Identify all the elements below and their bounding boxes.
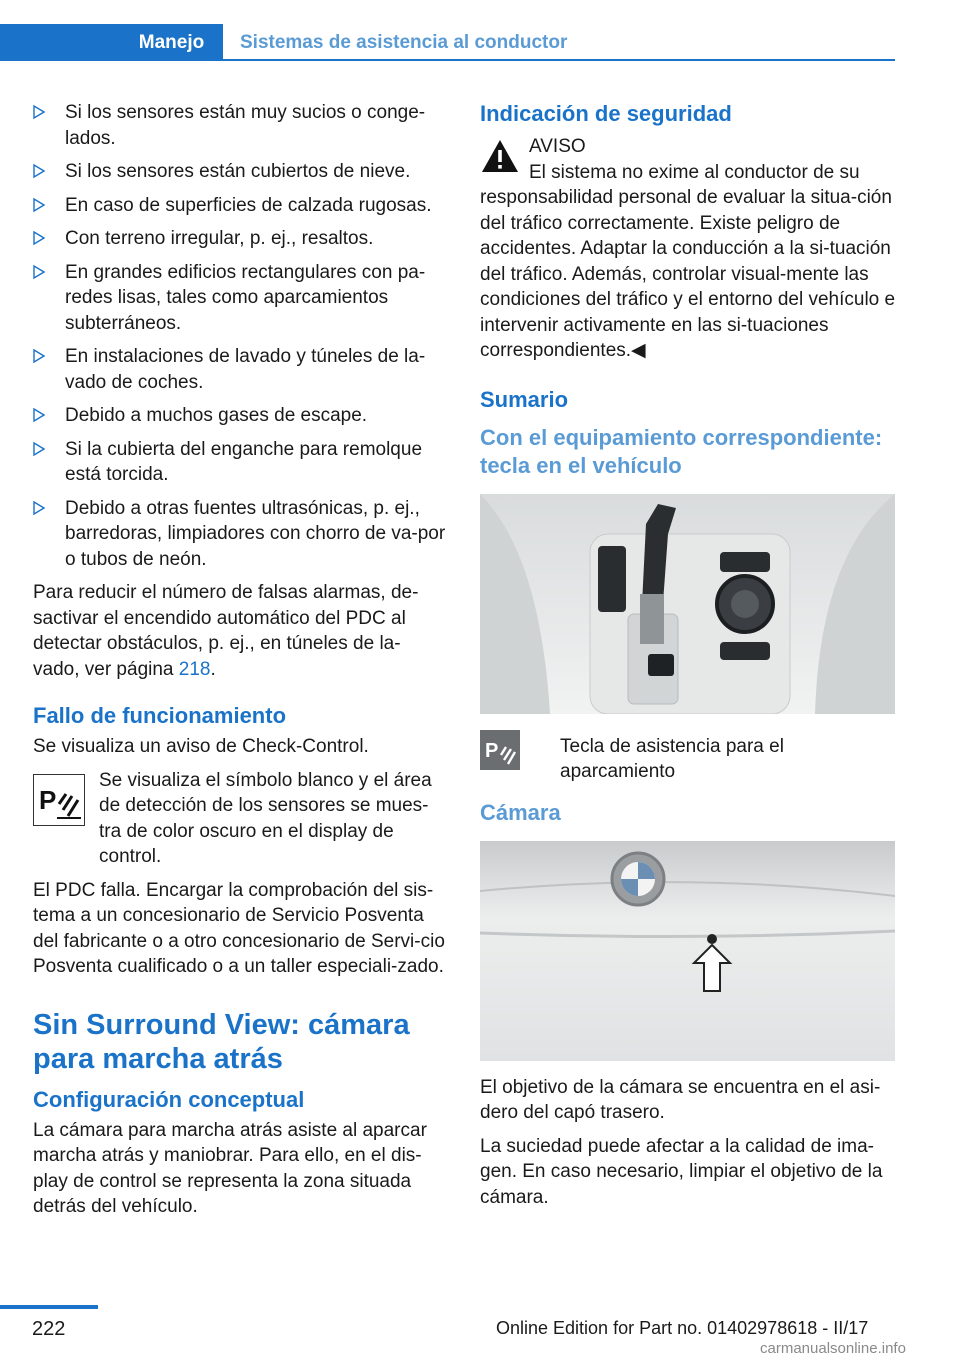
list-item: En caso de superficies de calzada rugosas. (33, 193, 447, 219)
dirt-warning-text: La suciedad puede afectar a la calidad de ima‐gen. En caso necesario, limpiar el objetivo de la cámara. (480, 1135, 883, 1208)
lens-location-text: El objetivo de la cámara se encuentra en el asi‐dero del capó trasero. (480, 1076, 881, 1123)
svg-text:P: P (485, 739, 499, 762)
header-section-tab: Manejo (120, 24, 223, 61)
list-item: Si los sensores están muy sucios o conge‐lados. (33, 100, 447, 151)
bullet-triangle-icon (33, 162, 45, 180)
parking-assist-block (480, 728, 896, 785)
list-item: Debido a otras fuentes ultrasónicas, p. ej., barredoras, limpiadores con chorro de va‐por o tubos de neón. (33, 496, 447, 573)
warning-triangle-icon (480, 138, 520, 174)
center-console-photo (480, 494, 895, 714)
camera-heading: Cámara (480, 799, 561, 825)
rear-camera-photo (480, 841, 895, 1061)
bullet-triangle-icon (33, 229, 45, 247)
malfunction-text: El PDC falla. Encargar la comprobación del sis‐tema a un concesionario de Servicio Posventa del fabricante o a otro concesionario de Servi‐cio Posventa cualificado o a un taller especiali‐zado. (33, 879, 445, 977)
warning-block (480, 134, 896, 364)
bullet-triangle-icon (33, 440, 45, 458)
list-item: Si los sensores están cubiertos de nieve. (33, 159, 447, 185)
bullet-triangle-icon (33, 103, 45, 121)
malfunction-intro: Se visualiza un aviso de Check-Control. (33, 736, 369, 757)
concept-text: La cámara para marcha atrás asiste al aparcar marcha atrás y maniobrar. Para ello, en el dis‐play de control se representa la zona situada detrás del vehículo. (33, 1119, 427, 1217)
warning-label: AVISO (529, 136, 586, 157)
watermark: carmanualsonline.info (760, 1340, 906, 1357)
list-item: Debido a muchos gases de escape. (33, 403, 447, 429)
list-item: En instalaciones de lavado y túneles de la‐vado de coches. (33, 344, 447, 395)
bullet-triangle-icon (33, 347, 45, 365)
left-column (33, 100, 447, 1228)
parking-sensor-warning-icon (33, 774, 85, 826)
parking-assist-caption: Tecla de asistencia para el aparcamiento (560, 735, 784, 782)
warning-text: El sistema no exime al conductor de su responsabilidad personal de evaluar la situa‐ción del tráfico correctamente. Existe peligro de accidentes. Adaptar la conducción a la si‐tuación del tráfico. Además, controlar visual‐mente las condiciones del tráfico y el entorno del vehículo e intervenir activamente en las si‐tuaciones correspondientes.◀ (480, 161, 896, 361)
safety-heading: Indicación de seguridad (480, 101, 732, 126)
bullet-triangle-icon (33, 196, 45, 214)
reverse-camera-heading: Sin Surround View: cámara para marcha atrás (33, 1008, 410, 1075)
limitations-list (33, 100, 447, 572)
header-chapter-title: Sistemas de asistencia al conductor (240, 32, 568, 53)
svg-text:P: P (39, 784, 57, 815)
malfunction-heading: Fallo de funcionamiento (33, 703, 287, 728)
malfunction-icon-block (33, 768, 447, 870)
malfunction-icon-text: Se visualiza el símbolo blanco y el área de detección de los sensores se mues‐tra de color oscuro en el display de control. (99, 769, 432, 867)
equipment-heading: Con el equipamiento correspondiente: tecla en el vehículo (480, 424, 883, 478)
concept-heading: Configuración conceptual (33, 1086, 305, 1112)
bullet-triangle-icon (33, 499, 45, 517)
summary-heading: Sumario (480, 386, 569, 412)
page-number: 222 (32, 1318, 66, 1340)
page-header (0, 24, 895, 61)
edition-note: Online Edition for Part no. 01402978618 - II/17 (496, 1318, 869, 1338)
list-item: Si la cubierta del enganche para remolque está torcida. (33, 437, 447, 488)
footer-accent-line (0, 1305, 98, 1309)
parking-assist-button-icon (480, 730, 520, 770)
list-item: En grandes edificios rectangulares con pa‐redes lisas, tales como aparcamientos subterráneos. (33, 260, 447, 337)
false-alarm-paragraph: Para reducir el número de falsas alarmas, de‐sactivar el encendido automático del PDC al detectar obstáculos, p. ej., en túneles de la‐vado, ver página 218. (33, 582, 419, 680)
bullet-triangle-icon (33, 263, 45, 281)
right-column (480, 100, 896, 1218)
header-rule (223, 59, 895, 61)
bullet-triangle-icon (33, 406, 45, 424)
list-item: Con terreno irregular, p. ej., resaltos. (33, 226, 447, 252)
page-reference-link[interactable]: 218 (178, 658, 211, 680)
header-accent-bar (0, 24, 120, 61)
